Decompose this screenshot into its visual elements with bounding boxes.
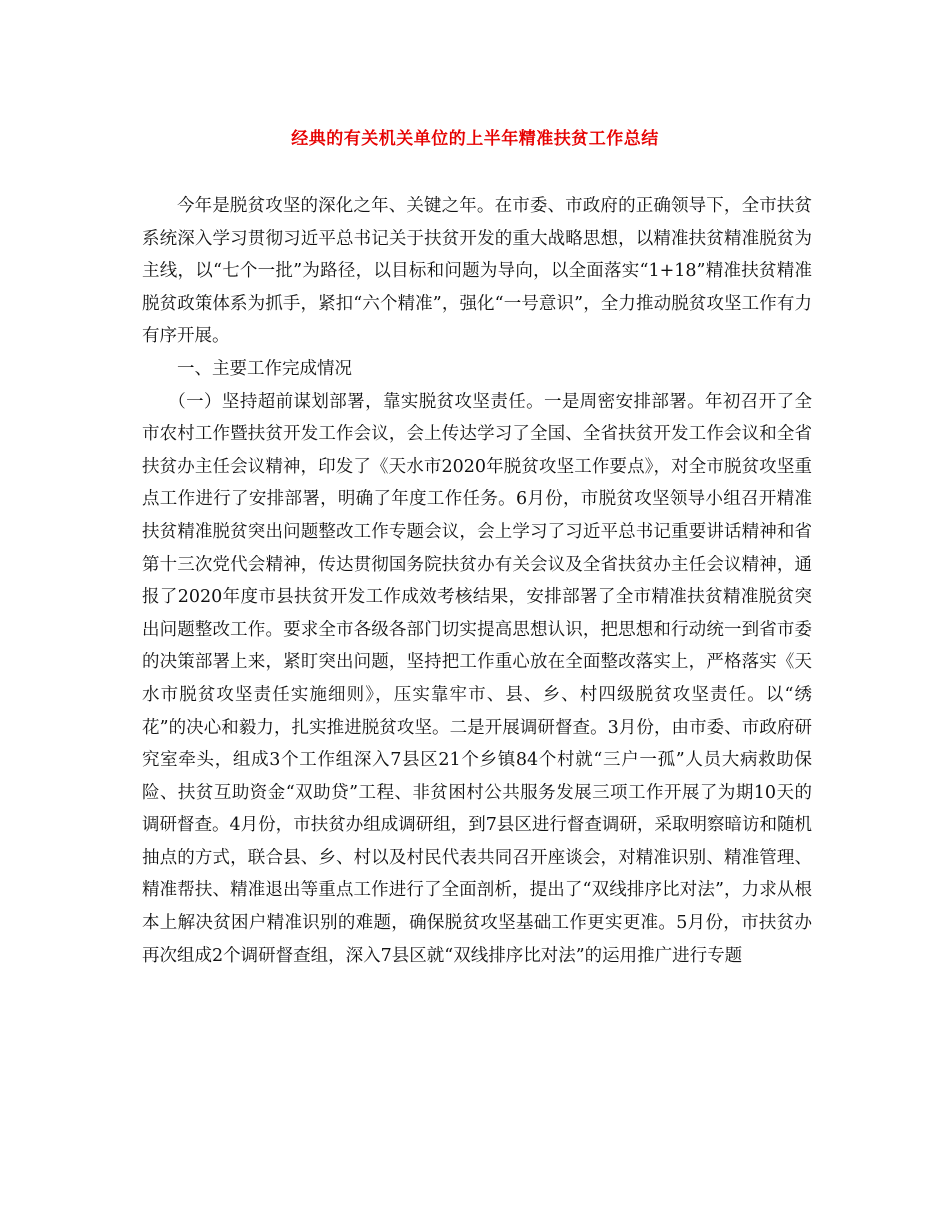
body-paragraph: （一）坚持超前谋划部署，靠实脱贫攻坚责任。一是周密安排部署。年初召开了全市农村工作暨扶贫开发工作会议，会上传达学习了全国、全省扶贫开发工作会议和全省扶贫办主任会议精神，印发了《天水市2020年脱贫攻坚工作要点》，对全市脱贫攻坚重点工作进行了安排部署，明确了年度工作任务。6月份，市脱贫攻坚领导小组召开精准扶贫精准脱贫突出问题整改工作专题会议，会上学习了习近平总书记重要讲话精神和省第十三次党代会精神，传达贯彻国务院扶贫办有关会议及全省扶贫办主任会议精神，通报了2020年度市县扶贫开发工作成效考核结果，安排部署了全市精准扶贫精准脱贫突出问题整改工作。要求全市各级各部门切实提高思想认识，把思想和行动统一到省市委的决策部署上来，紧盯突出问题，坚持把工作重心放在全面整改落实上，严格落实《天水市脱贫攻坚责任实施细则》，压实靠牢市、县、乡、村四级脱贫攻坚责任。以“绣花”的决心和毅力，扎实推进脱贫攻坚。二是开展调研督查。3月份，由市委、市政府研究室牵头，组成3个工作组深入7县区21个乡镇84个村就“三户一孤”人员大病救助保险、扶贫互助资金“双助贷”工程、非贫困村公共服务发展三项工作开展了为期10天的调研督查。4月份，市扶贫办组成调研组，到7县区进行督查调研，采取明察暗访和随机抽点的方式，联合县、乡、村以及村民代表共同召开座谈会，对精准识别、精准管理、精准帮扶、精准退出等重点工作进行了全面剖析，提出了“双线排序比对法”，力求从根本上解决贫困户精准识别的难题，确保脱贫攻坚基础工作更实更准。5月份，市扶贫办再次组成2个调研督查组，深入7县区就“双线排序比对法”的运用推广进行专题 <box>142 391 812 966</box>
section-heading: 一、主要工作完成情况 <box>177 358 352 379</box>
document-body <box>142 190 812 972</box>
document-title: 经典的有关机关单位的上半年精准扶贫工作总结 <box>291 129 659 149</box>
intro-paragraph: 今年是脱贫攻坚的深化之年、关键之年。在市委、市政府的正确领导下，全市扶贫系统深入学习贯彻习近平总书记关于扶贫开发的重大战略思想，以精准扶贫精准脱贫为主线，以“七个一批”为路径，以目标和问题为导向，以全面落实“1+18”精准扶贫精准脱贫政策体系为抓手，紧扣“六个精准”，强化“一号意识”，全力推动脱贫攻坚工作有力有序开展。 <box>142 196 812 347</box>
